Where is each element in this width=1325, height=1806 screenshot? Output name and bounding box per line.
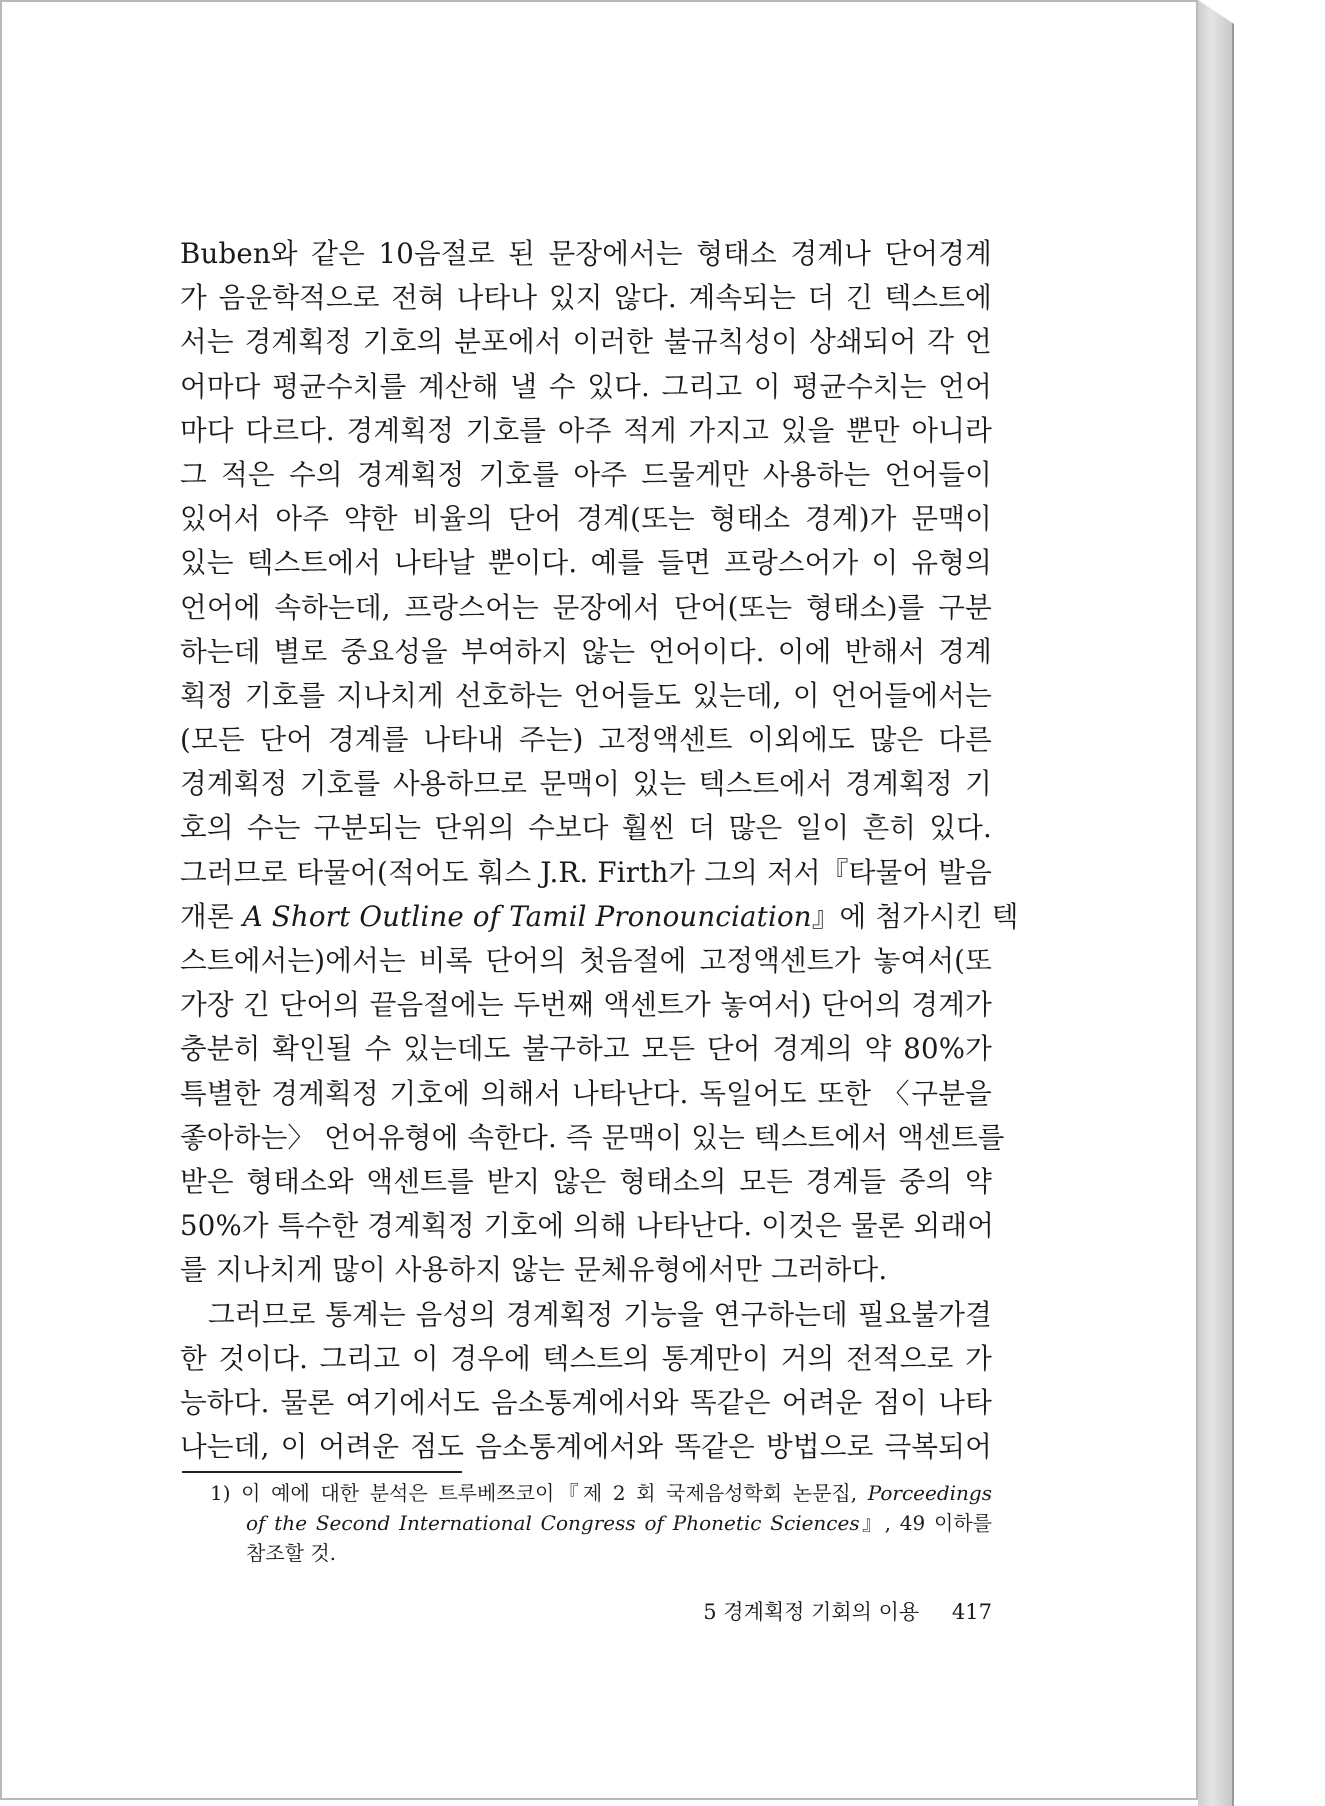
body-line-24: 를 지나치게 많이 사용하지 않는 문체유형에서만 그러하다. <box>180 1253 888 1287</box>
running-footer <box>660 1597 992 1627</box>
footnote-line-1-italic: Porceedings <box>867 1481 992 1505</box>
body-line-4: 어마다 평균수치를 계산해 낼 수 있다. 그리고 이 평균수치는 언어 <box>180 369 992 403</box>
footnote-line-2 <box>210 1508 992 1538</box>
footnote-marker: 1) <box>210 1481 231 1505</box>
body-line-5: 마다 다르다. 경계획정 기호를 아주 적게 가지고 있을 뿐만 아니라 <box>180 413 992 447</box>
body-line-16-pre: 개론 <box>180 899 243 933</box>
body-line-13: 경계획정 기호를 사용하므로 문맥이 있는 텍스트에서 경계획정 기 <box>180 767 992 801</box>
body-line-16 <box>180 895 1019 939</box>
body-line-23: 50%가 특수한 경계획정 기호에 의해 나타난다. 이것은 물론 외래어 <box>180 1209 995 1243</box>
body-line-10: 하는데 별로 중요성을 부여하지 않는 언어이다. 이에 반해서 경계 <box>180 634 992 668</box>
body-line-21: 좋아하는〉 언어유형에 속한다. 즉 문맥이 있는 텍스트에서 액센트를 <box>180 1120 1005 1154</box>
body-line-17: 스트에서는)에서는 비록 단어의 첫음절에 고정액센트가 놓여서(또 <box>180 944 992 977</box>
footnote-separator <box>182 1471 462 1473</box>
body-line-1: Buben와 같은 10음절로 된 문장에서는 형태소 경계나 단어경계 <box>180 237 992 270</box>
body-line-11: 획정 기호를 지나치게 선호하는 언어들도 있는데, 이 언어들에서는 <box>180 678 992 712</box>
body-line-18: 가장 긴 단어의 끝음절에는 두번째 액센트가 놓여서) 단어의 경계가 <box>180 988 992 1022</box>
book-title-italic: A Short Outline of Tamil Pronounciation <box>242 899 812 933</box>
body-line-14: 호의 수는 구분되는 단위의 수보다 훨씬 더 많은 일이 흔히 있다. <box>180 811 992 845</box>
body-line-20: 특별한 경계획정 기호에 의해서 나타난다. 독일어도 또한 〈구분을 <box>180 1076 992 1110</box>
body-line-19: 충분히 확인될 수 있는데도 불구하고 모든 단어 경계의 약 80%가 <box>180 1032 992 1066</box>
body-line-6: 그 적은 수의 경계획정 기호를 아주 드물게만 사용하는 언어들이 <box>180 457 992 491</box>
body-line-15: 그러므로 타물어(적어도 훠스 J.R. Firth가 그의 저서『타물어 발음 <box>180 855 992 889</box>
page-stack-corner <box>1198 0 1234 24</box>
body-line-12: (모든 단어 경계를 나타내 주는) 고정액센트 이외에도 많은 다른 <box>180 723 992 757</box>
footnote-line-1 <box>210 1478 992 1508</box>
page-stack-edge <box>1198 0 1234 1806</box>
body-line-28: 나는데, 이 어려운 점도 음소통계에서와 똑같은 방법으로 극복되어 <box>180 1430 992 1464</box>
chapter-title: 5 경계획정 기회의 이용 <box>703 1600 920 1624</box>
body-line-9: 언어에 속하는데, 프랑스어는 문장에서 단어(또는 형태소)를 구분 <box>180 590 992 624</box>
body-line-26: 한 것이다. 그리고 이 경우에 텍스트의 통계만이 거의 전적으로 가 <box>180 1341 992 1375</box>
page-number: 417 <box>951 1600 992 1624</box>
body-line-25: 그러므로 통계는 음성의 경계획정 기능을 연구하는데 필요불가결 <box>208 1297 992 1331</box>
footnote-line-2-text: 』, 49 이하를 <box>859 1511 992 1535</box>
body-line-16-post: 』에 첨가시킨 텍 <box>811 899 1019 933</box>
body-text <box>180 232 1019 1469</box>
body-line-2: 가 음운학적으로 전혀 나타나 있지 않다. 계속되는 더 긴 텍스트에 <box>180 281 992 315</box>
body-line-8: 있는 텍스트에서 나타날 뿐이다. 예를 들면 프랑스어가 이 유형의 <box>180 546 992 580</box>
footnote-line-3: 참조할 것. <box>246 1541 336 1565</box>
footnote-line-1-text: 이 예에 대한 분석은 트루베쯔코이『제 2 회 국제음성학회 논문집, <box>230 1481 868 1505</box>
body-line-27: 능하다. 물론 여기에서도 음소통계에서와 똑같은 어려운 점이 나타 <box>180 1385 992 1419</box>
body-line-22: 받은 형태소와 액센트를 받지 않은 형태소의 모든 경계들 중의 약 <box>180 1164 992 1198</box>
body-line-7: 있어서 아주 약한 비율의 단어 경계(또는 형태소 경계)가 문맥이 <box>180 502 992 536</box>
body-line-3: 서는 경계획정 기호의 분포에서 이러한 불규칙성이 상쇄되어 각 언 <box>180 325 992 359</box>
footnote-line-2-italic: of the Second International Congress of Phonetic Sciences <box>246 1511 860 1535</box>
footnote <box>210 1478 992 1568</box>
